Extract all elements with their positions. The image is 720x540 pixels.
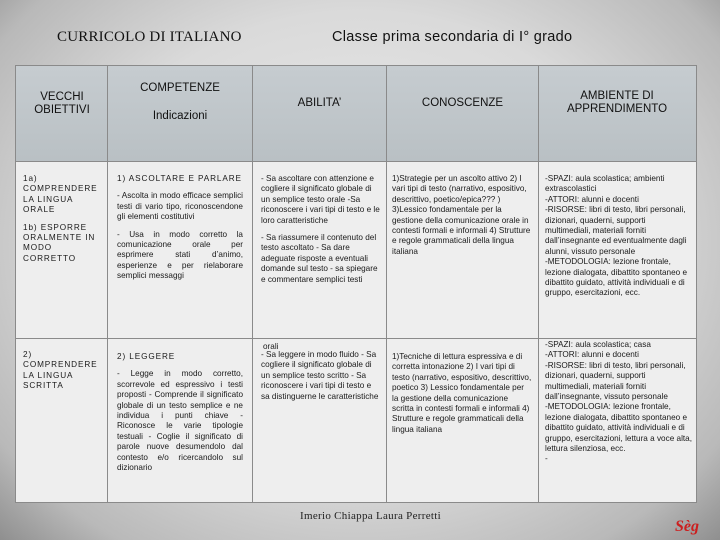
- obiettivo-1b: 1b) ESPORRE ORALMENTE IN MODO CORRETTO: [23, 222, 96, 263]
- header-ambiente: AMBIENTE DI APPRENDIMENTO: [566, 90, 668, 115]
- ambiente-metodologia: -METODOLOGIA: lezione frontale, lezione dialogata, dibattito spontaneo e dibattito guidato, attività individuali e di gruppo, esercitazioni, ecc.: [545, 257, 688, 298]
- header-conoscenze: CONOSCENZE: [421, 97, 504, 109]
- ambiente-dash: -: [545, 454, 548, 464]
- obiettivo-1a: 1a) COMPRENDERE LA LINGUA ORALE: [23, 174, 98, 215]
- col-divider: [538, 66, 539, 502]
- row1-conoscenze: 1)Strategie per un ascolto attivo 2) I vari tipi di testo (narrativo, espositivo, descrittivo, poetico/epica??? ) 3)Lessico fondamentale per la gestione della comunicazione orale in contesti formali e informali 4) Strutture e regole grammaticali della lingua italiana: [392, 174, 531, 256]
- row2-competenze: [117, 352, 243, 480]
- col-divider: [252, 66, 253, 502]
- row1-ambiente: [545, 174, 692, 299]
- curriculum-table: [15, 65, 697, 503]
- row1-competenze: [117, 174, 243, 289]
- row2-abilita: - Sa leggere in modo fluido - Sa cogliere il significato globale di un semplice testo scritto - Sa riconoscere i vari tipi di testo e sa distinguerne le caratteristiche: [261, 350, 379, 401]
- row1-obiettivi: [23, 174, 105, 271]
- col-divider: [386, 66, 387, 502]
- row2-obiettivi: 2) COMPRENDERE LA LINGUA SCRITTA: [23, 350, 98, 391]
- curricolo-title: CURRICOLO DI ITALIANO: [57, 29, 242, 45]
- header-competenze: COMPETENZE: [140, 82, 220, 94]
- competenza-ascoltare-p1: - Ascolta in modo efficace semplici testi di vario tipo, riconoscendone gli elementi costitutivi: [117, 191, 243, 222]
- ambiente-spazi: -SPAZI: aula scolastica; casa: [545, 340, 651, 349]
- abilita-ascolto-p1: - Sa ascoltare con attenzione e cogliere il significato globale di un semplice testo orale -Sa riconoscere i vari tipi di testo e le loro caratteristiche: [261, 174, 380, 225]
- ambiente-risorse: -RISORSE: libri di testo, libri personali, dizionari, quaderni, supporti multimediali, materiali forniti dall’insegnante ed eventualmente dagli alunni, vissuto personale: [545, 205, 687, 256]
- abilita-ascolto-p2: - Sa riassumere il contenuto del testo ascoltato - Sa dare adeguate risposte a eventuali domande sul testo - sa spiegare e commentare semplici testi: [261, 233, 378, 284]
- school-logo: Sèg: [675, 518, 699, 535]
- ambiente-spazi: -SPAZI: aula scolastica; ambienti extrascolastici: [545, 174, 665, 194]
- ambiente-attori: -ATTORI: alunni e docenti: [545, 350, 639, 360]
- header-obiettivi: VECCHI OBIETTIVI: [34, 91, 90, 116]
- row1-abilita: [261, 174, 381, 292]
- col-divider: [107, 66, 108, 502]
- ambiente-risorse: -RISORSE: libri di testo, libri personali, dizionari, quaderni, supporti multimediali, materiali forniti dall’insegnante, vissuto personale: [545, 360, 686, 402]
- competenza-leggere-title: 2) LEGGERE: [117, 352, 176, 361]
- authors-footer: Imerio Chiappa Laura Perretti: [300, 510, 441, 522]
- row-divider: [16, 338, 696, 339]
- header-indicazioni: Indicazioni: [152, 110, 208, 122]
- row2-abilita-overlap: orali: [263, 342, 279, 351]
- class-title: Classe prima secondaria di I° grado: [332, 29, 573, 45]
- competenza-leggere-body: - Legge in modo corretto, scorrevole ed espressivo i testi proposti - Comprende il significato globale di un testo semplice e ne individua i punti chiave - Riconosce le varie tipologie testuali - Coglie il significato di parole nuove desumendolo dal contesto e/o ricercandolo sul dizionario: [117, 369, 243, 473]
- competenza-ascoltare-title: 1) ASCOLTARE E PARLARE: [117, 174, 242, 183]
- ambiente-attori: -ATTORI: alunni e docenti: [545, 194, 639, 204]
- competenza-ascoltare-p2: - Usa in modo corretto la comunicazione orale per esprimere stati d’animo, esperienze e per rielaborare semplici messaggi: [117, 229, 243, 281]
- ambiente-metodologia: -METODOLOGIA: lezione frontale, lezione dialogata, dibattito spontaneo e dibattito guidato, attività individuali e di gruppo, esercitazioni, lettura a voce alta, lettura silenziosa, ecc.: [545, 402, 693, 454]
- header-abilita: ABILITA’: [297, 97, 342, 109]
- row2-ambiente: [545, 340, 692, 465]
- row2-conoscenze: 1)Tecniche di lettura espressiva e di corretta intonazione 2) I vari tipi di testo (narrativo, espositivo, descrittivo, poetico 3) Lessico fondamentale per la gestione della comunicazione scritta in contesti formali e informali 4) Strutture e regole grammaticali della lingua italiana: [392, 352, 532, 434]
